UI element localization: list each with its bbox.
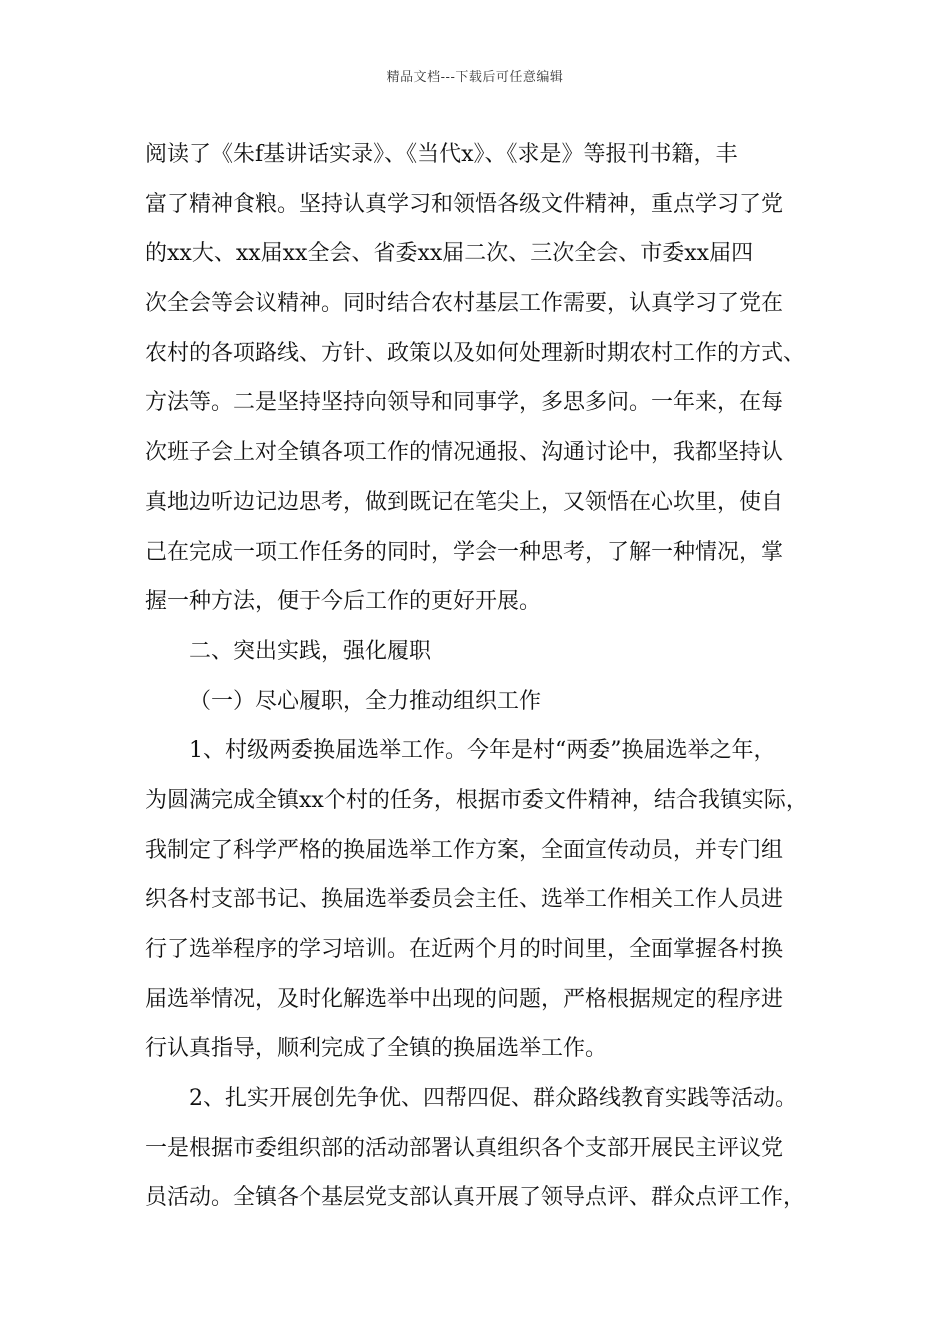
text-line: 真地边听边记边思考，做到既记在笔尖上，又领悟在心坎里，使自	[145, 489, 784, 515]
text-line: 员活动。全镇各个基层党支部认真开展了领导点评、群众点评工作，	[145, 1185, 806, 1211]
text-line: 农村的各项路线、方针、政策以及如何处理新时期农村工作的方式、	[145, 340, 806, 366]
text-line: （一）尽心履职，全力推动组织工作	[189, 688, 542, 714]
text-line: 握一种方法，便于今后工作的更好开展。	[145, 589, 542, 615]
text-line: 己在完成一项工作任务的同时，学会一种思考，了解一种情况，掌	[145, 539, 784, 565]
text-line: 一是根据市委组织部的活动部署认真组织各个支部开展民主评议党	[145, 1135, 784, 1161]
text-line: 方法等。二是坚持坚持向领导和同事学，多思多问。一年来，在每	[145, 390, 784, 416]
text-line: 1、村级两委换届选举工作。今年是村“两委”换届选举之年，	[189, 738, 776, 764]
text-line: 次班子会上对全镇各项工作的情况通报、沟通讨论中，我都坚持认	[145, 440, 784, 466]
text-line: 行了选举程序的学习培训。在近两个月的时间里，全面掌握各村换	[145, 937, 784, 962]
text-line: 我制定了科学严格的换届选举工作方案，全面宣传动员，并专门组	[145, 837, 784, 863]
text-line: 2、扎实开展创先争优、四帮四促、群众路线教育实践等活动。	[189, 1086, 797, 1112]
text-line: 次全会等会议精神。同时结合农村基层工作需要，认真学习了党在	[145, 291, 784, 317]
text-line: 行认真指导，顺利完成了全镇的换届选举工作。	[145, 1036, 608, 1062]
text-line: 富了精神食粮。坚持认真学习和领悟各级文件精神，重点学习了党	[145, 191, 784, 217]
text-line: 织各村支部书记、换届选举委员会主任、选举工作相关工作人员进	[145, 887, 784, 913]
document-body	[145, 130, 815, 1223]
text-line: 阅读了《朱f基讲话实录》、《当代x》、《求是》等报刊书籍，丰	[145, 142, 738, 167]
page-header: 精品文档---下载后可任意编辑	[386, 70, 564, 85]
text-line: 二、突出实践，强化履职	[189, 638, 432, 664]
text-line: 为圆满完成全镇xx个村的任务，根据市委文件精神，结合我镇实际，	[145, 787, 808, 813]
text-line: 的xx大、xx届xx全会、省委xx届二次、三次全会、市委xx届四	[145, 241, 754, 267]
text-line: 届选举情况，及时化解选举中出现的问题，严格根据规定的程序进	[145, 986, 784, 1012]
